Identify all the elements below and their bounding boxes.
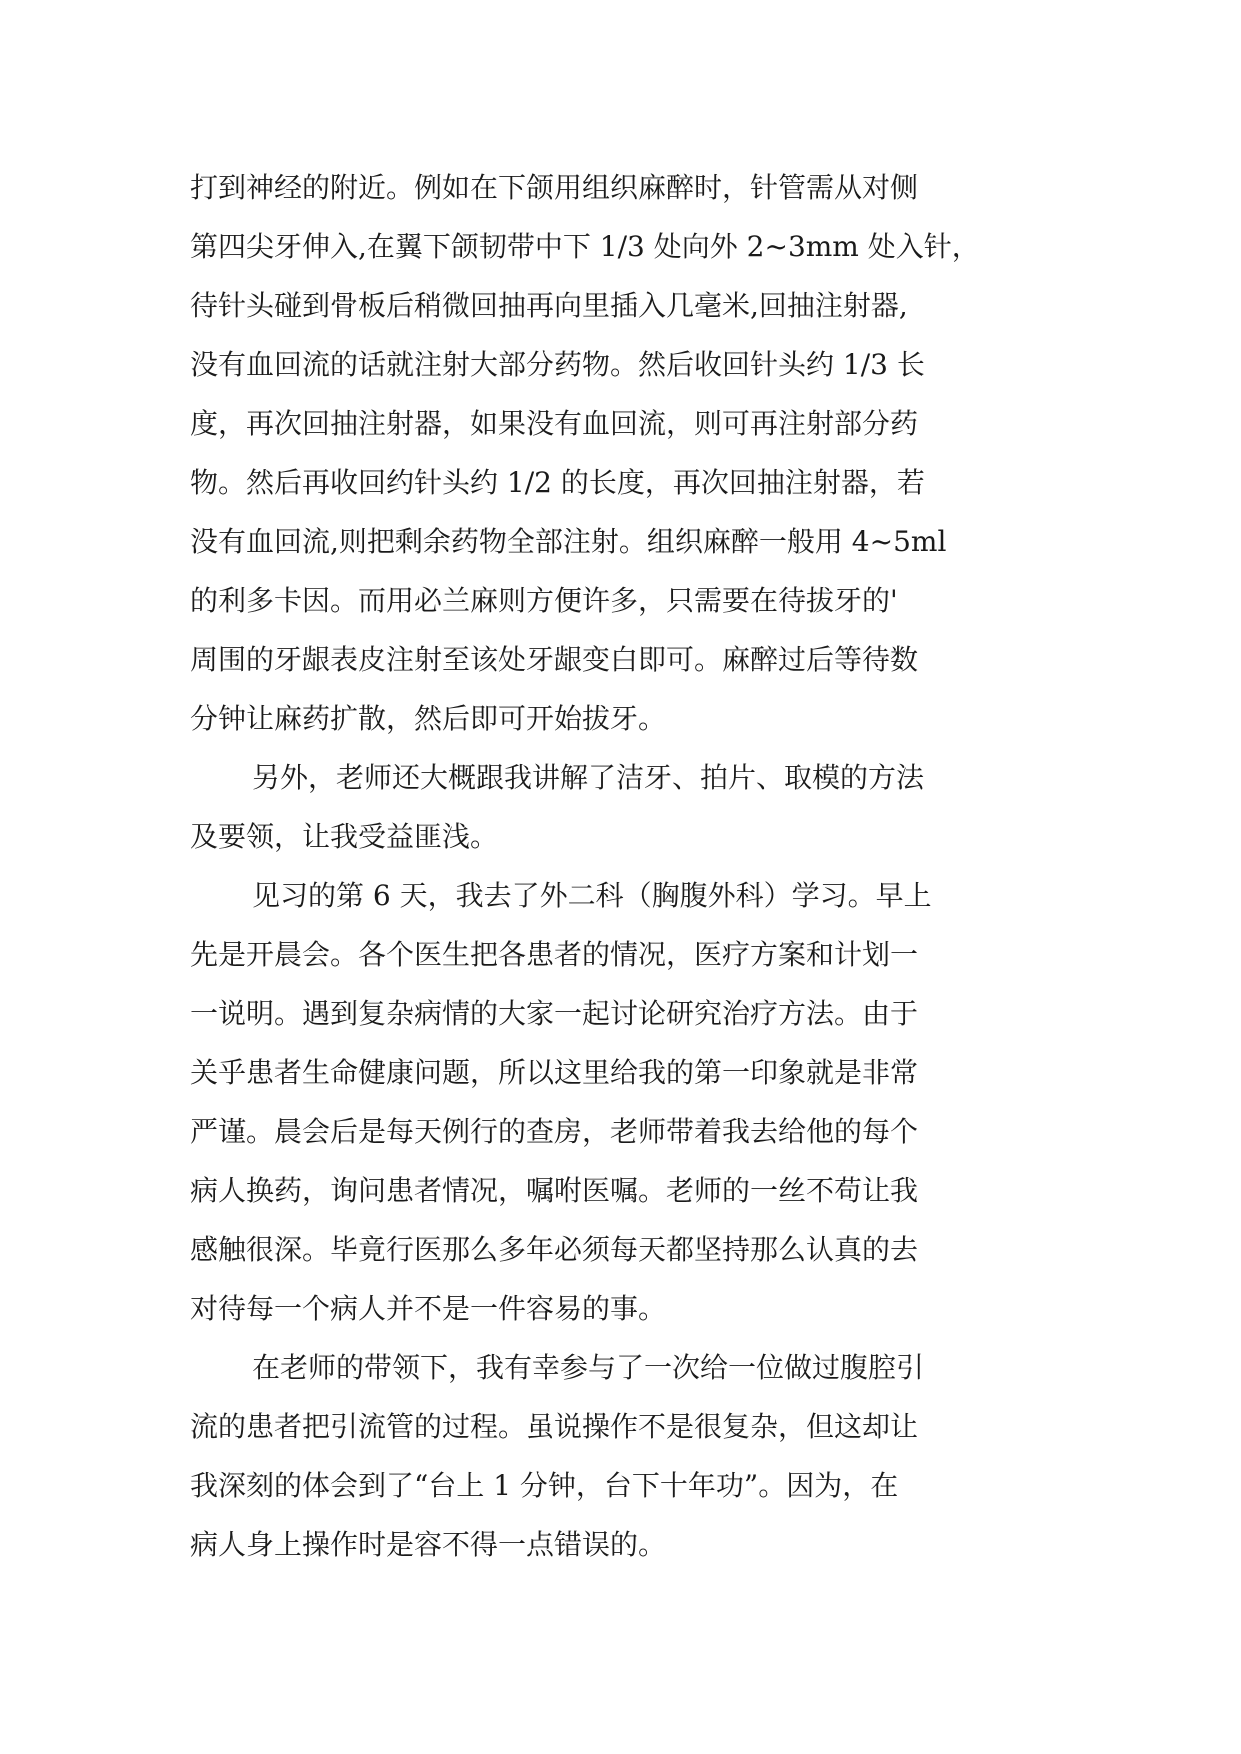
text-line: 周围的牙龈表皮注射至该处牙龈变白即可。麻醉过后等待数 (190, 643, 919, 676)
text-line: 另外，老师还大概跟我讲解了洁牙、拍片、取模的方法 (252, 761, 925, 794)
text-line: 第四尖牙伸入,在翼下颌韧带中下 1/3 处向外 2~3mm 处入针， (190, 230, 980, 263)
text-line: 流的患者把引流管的过程。虽说操作不是很复杂，但这却让 (190, 1410, 919, 1443)
text-line: 病人身上操作时是容不得一点错误的。 (190, 1528, 667, 1561)
text-line: 在老师的带领下，我有幸参与了一次给一位做过腹腔引 (252, 1351, 925, 1384)
paragraph-1 (190, 158, 1090, 748)
text-line: 及要领，让我受益匪浅。 (190, 820, 499, 853)
text-line: 分钟让麻药扩散，然后即可开始拔牙。 (190, 702, 667, 735)
text-line: 病人换药，询问患者情况，嘱咐医嘱。老师的一丝不苟让我 (190, 1174, 919, 1207)
text-line: 的利多卡因。而用必兰麻则方便许多，只需要在待拔牙的' (190, 584, 898, 617)
text-line: 一说明。遇到复杂病情的大家一起讨论研究治疗方法。由于 (190, 997, 919, 1030)
text-line: 没有血回流的话就注射大部分药物。然后收回针头约 1/3 长 (190, 348, 925, 381)
document-body (190, 158, 1090, 1574)
text-line: 没有血回流,则把剩余药物全部注射。组织麻醉一般用 4~5ml (190, 525, 947, 558)
text-line: 见习的第 6 天，我去了外二科（胸腹外科）学习。早上 (252, 879, 932, 912)
text-line: 先是开晨会。各个医生把各患者的情况，医疗方案和计划一 (190, 938, 919, 971)
text-line: 对待每一个病人并不是一件容易的事。 (190, 1292, 667, 1325)
text-line: 度，再次回抽注射器，如果没有血回流，则可再注射部分药 (190, 407, 919, 440)
text-line: 物。然后再收回约针头约 1/2 的长度，再次回抽注射器，若 (190, 466, 925, 499)
text-line: 我深刻的体会到了“台上 1 分钟，台下十年功”。因为，在 (190, 1469, 899, 1502)
text-line: 关乎患者生命健康问题，所以这里给我的第一印象就是非常 (190, 1056, 919, 1089)
paragraph-3 (190, 866, 1090, 1338)
text-line: 打到神经的附近。例如在下颌用组织麻醉时，针管需从对侧 (190, 171, 919, 204)
paragraph-4 (190, 1338, 1090, 1574)
text-line: 严谨。晨会后是每天例行的查房，老师带着我去给他的每个 (190, 1115, 919, 1148)
text-line: 待针头碰到骨板后稍微回抽再向里插入几毫米,回抽注射器, (190, 289, 908, 322)
paragraph-2 (190, 748, 1090, 866)
text-line: 感触很深。毕竟行医那么多年必须每天都坚持那么认真的去 (190, 1233, 919, 1266)
